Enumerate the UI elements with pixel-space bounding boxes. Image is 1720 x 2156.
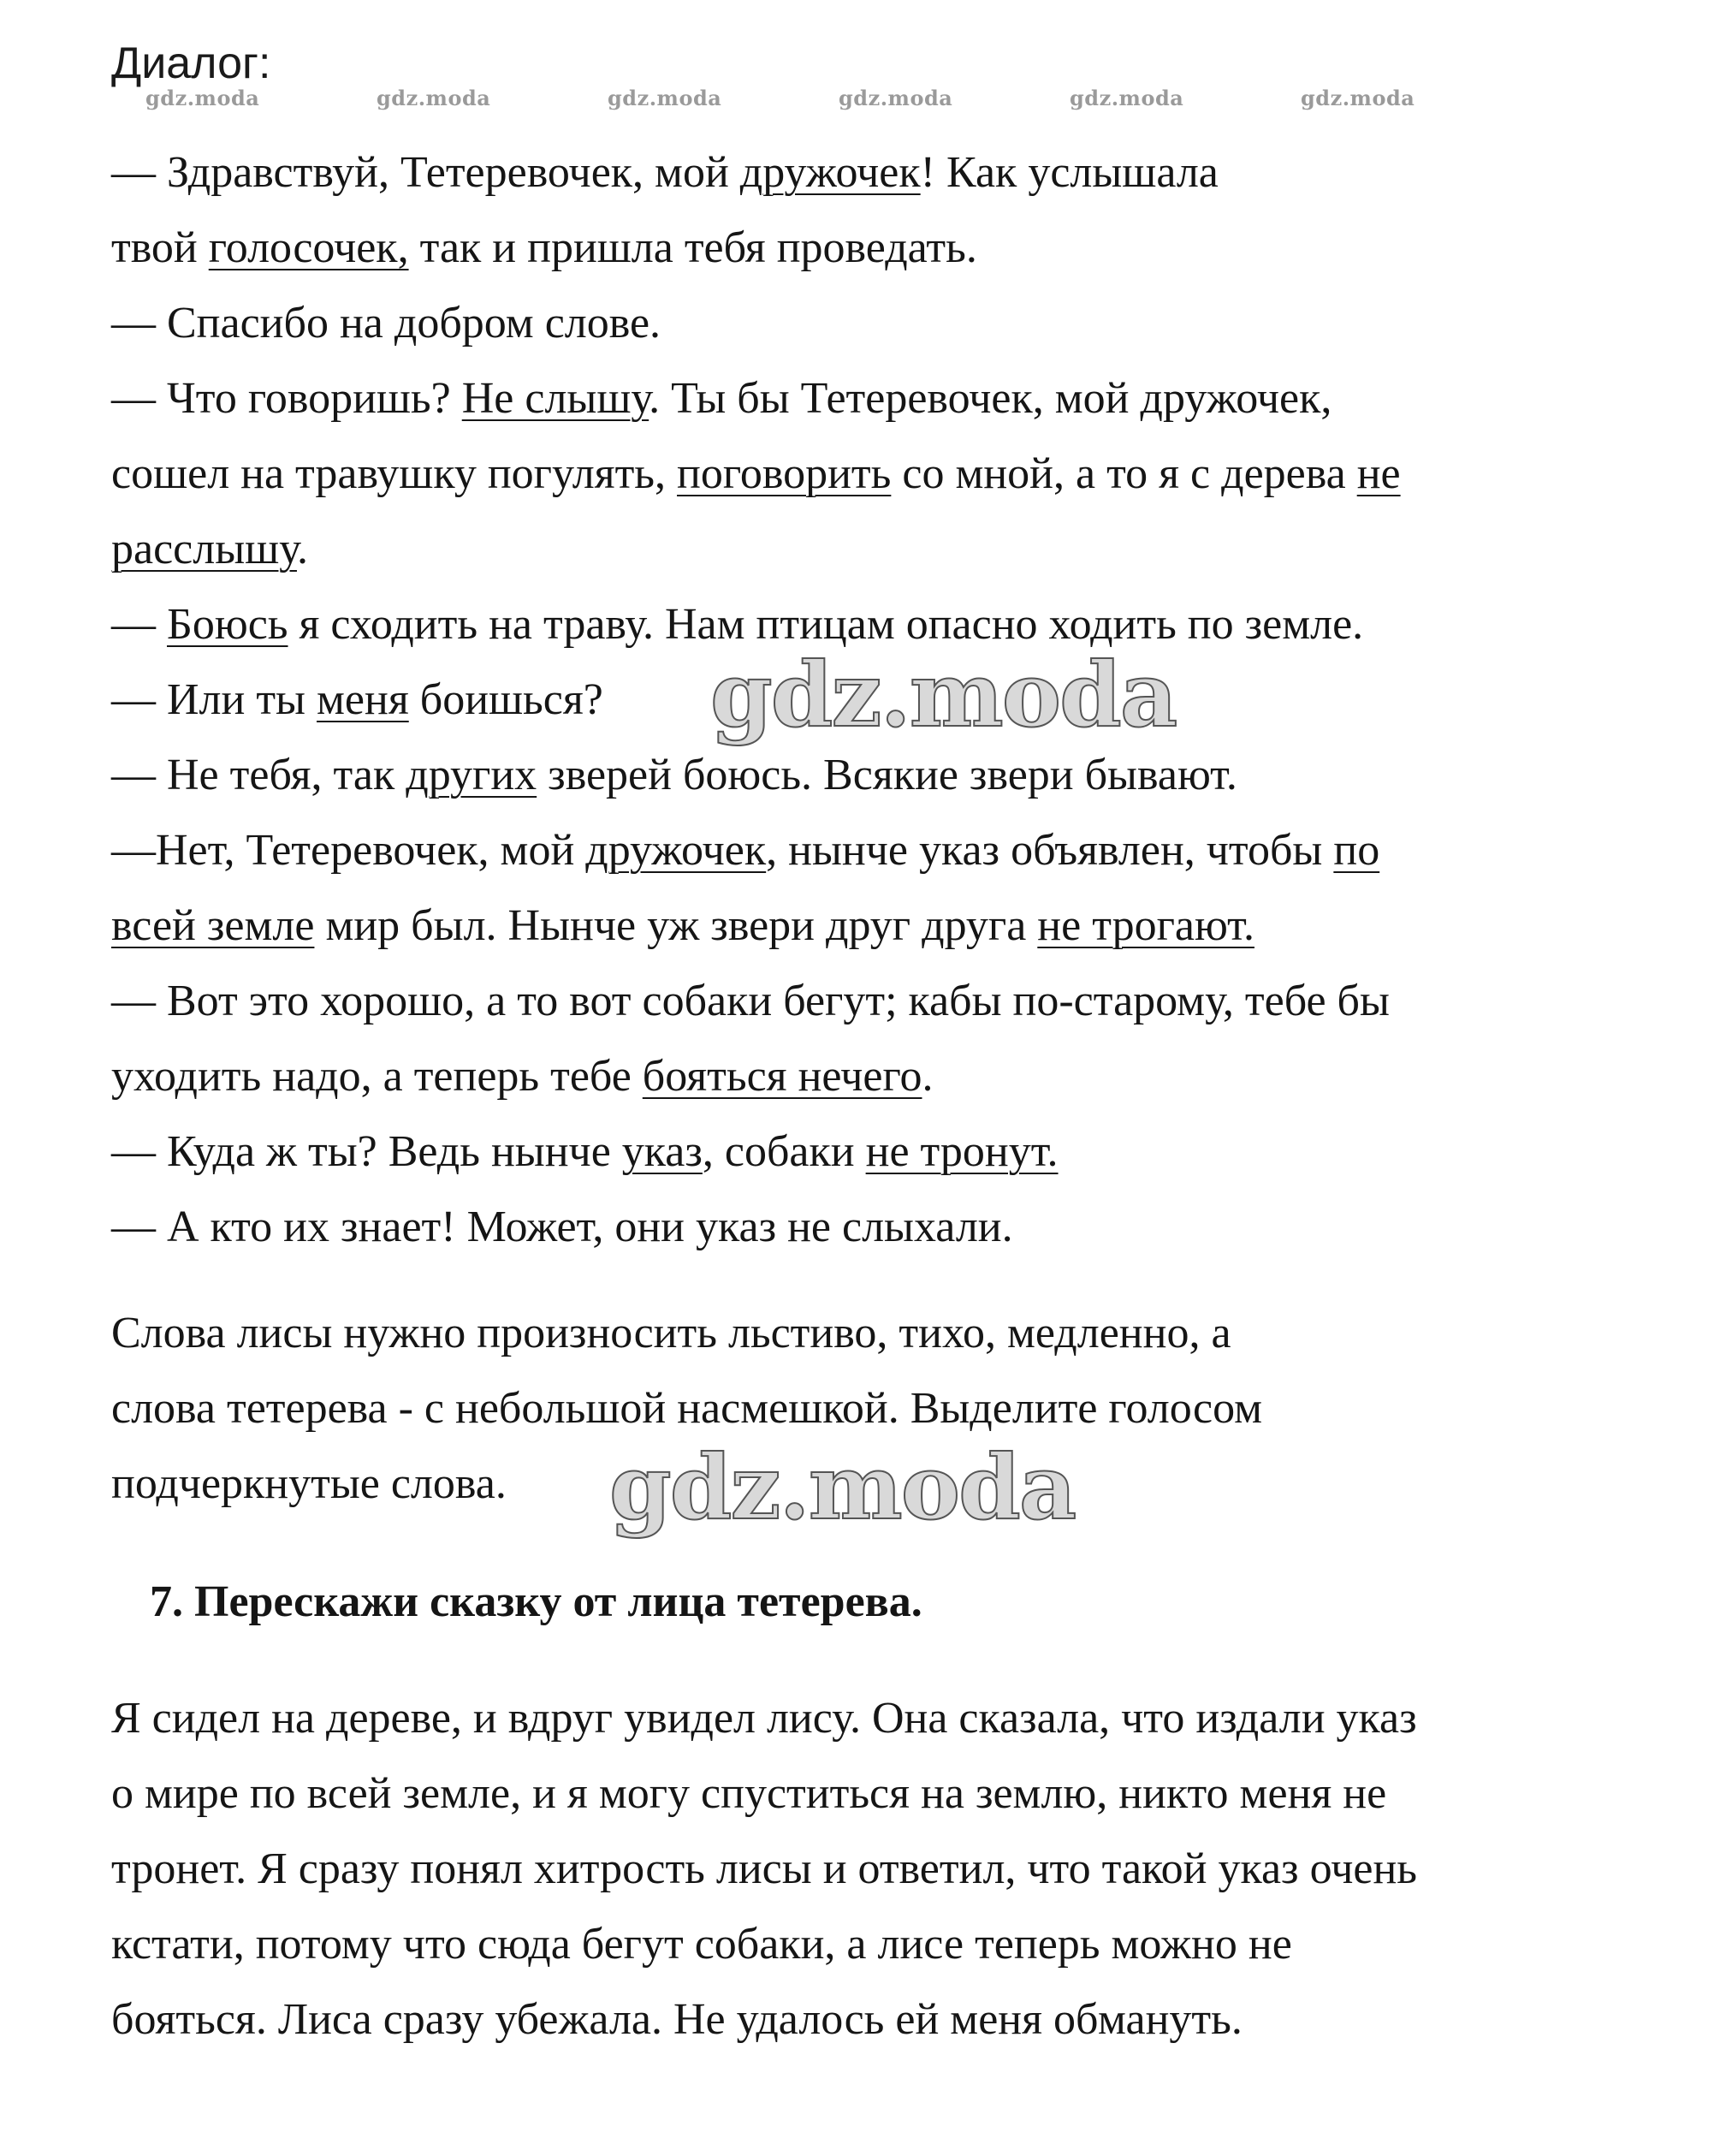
underlined-word: указ (621, 1127, 703, 1176)
dialog-line: — Здравствуй, Тетеревочек, мой дружочек! Как услышала (111, 148, 1219, 197)
watermark-small: gdz.moda (1301, 86, 1415, 110)
watermark-small: gdz.moda (145, 86, 260, 110)
underlined-word: не (1356, 449, 1401, 498)
dialog-line: уходить надо, а теперь тебе бояться нечего. (111, 1052, 934, 1101)
dialog-line: — Боюсь я сходить на траву. Нам птицам опасно ходить по земле. (111, 600, 1364, 649)
underlined-word: Не слышу (461, 374, 649, 423)
watermark-large: gdz.moda (710, 642, 1177, 747)
dialog-line: расслышу. (111, 525, 308, 573)
underlined-word: не тронут. (865, 1127, 1059, 1176)
answer-line: тронет. Я сразу понял хитрость лисы и ответил, что такой указ очень (111, 1844, 1418, 1893)
dialog-line: твой голосочек, так и пришла тебя проведать. (111, 223, 977, 272)
watermark-small: gdz.moda (377, 86, 491, 110)
dialog-line: — Спасибо на добром слове. (111, 299, 661, 347)
dialog-line: — Что говоришь? Не слышу. Ты бы Тетеревочек, мой дружочек, (111, 374, 1332, 423)
answer-line: Я сидел на дереве, и вдруг увидел лису. Она сказала, что издали указ (111, 1694, 1417, 1743)
answer-line: о мире по всей земле, и я могу спуститься на землю, никто меня не (111, 1769, 1387, 1818)
dialog-line: всей земле мир был. Нынче уж звери друг друга не трогают. (111, 901, 1254, 950)
underlined-word: голосочек, (208, 223, 409, 272)
note-line: Слова лисы нужно произносить льстиво, тихо, медленно, а (111, 1309, 1231, 1357)
note-line: слова тетерева - с небольшой насмешкой. Выделите голосом (111, 1384, 1263, 1433)
underlined-word: бояться нечего (642, 1052, 922, 1101)
dialog-heading: Диалог: (111, 39, 271, 88)
watermark-row (0, 86, 1720, 116)
note-line: подчеркнутые слова. (111, 1459, 507, 1508)
underlined-word: по (1333, 826, 1380, 875)
watermark-small: gdz.moda (1070, 86, 1184, 110)
underlined-word: поговорить (677, 449, 892, 498)
dialog-line: — Не тебя, так других зверей боюсь. Всякие звери бывают. (111, 751, 1237, 799)
underlined-word: дружочек (585, 826, 767, 875)
dialog-line: — Вот это хорошо, а то вот собаки бегут; кабы по-старому, тебе бы (111, 977, 1390, 1025)
dialog-line: —Нет, Тетеревочек, мой дружочек, нынче указ объявлен, чтобы по (111, 826, 1380, 875)
watermark-small: gdz.moda (839, 86, 953, 110)
watermark-large: gdz.moda (609, 1434, 1076, 1540)
task-title: 7. Перескажи сказку от лица тетерева. (150, 1577, 922, 1626)
dialog-line: — Или ты меня боишься? (111, 675, 603, 724)
underlined-word: не трогают. (1037, 901, 1254, 950)
underlined-word: Боюсь (167, 600, 288, 649)
underlined-word: меня (317, 675, 409, 724)
watermark-small: gdz.moda (608, 86, 722, 110)
dialog-line: — Куда ж ты? Ведь нынче указ, собаки не тронут. (111, 1127, 1059, 1176)
dialog-line: сошел на травушку погулять, поговорить со мной, а то я с дерева не (111, 449, 1401, 498)
dialog-line: — А кто их знает! Может, они указ не слыхали. (111, 1203, 1013, 1251)
underlined-word: других (406, 751, 537, 799)
underlined-word: расслышу (111, 525, 297, 573)
underlined-word: всей земле (111, 901, 315, 950)
underlined-word: дружочек (739, 148, 921, 197)
answer-line: кстати, потому что сюда бегут собаки, а лисе теперь можно не (111, 1920, 1292, 1969)
answer-line: бояться. Лиса сразу убежала. Не удалось ей меня обмануть. (111, 1995, 1243, 2044)
